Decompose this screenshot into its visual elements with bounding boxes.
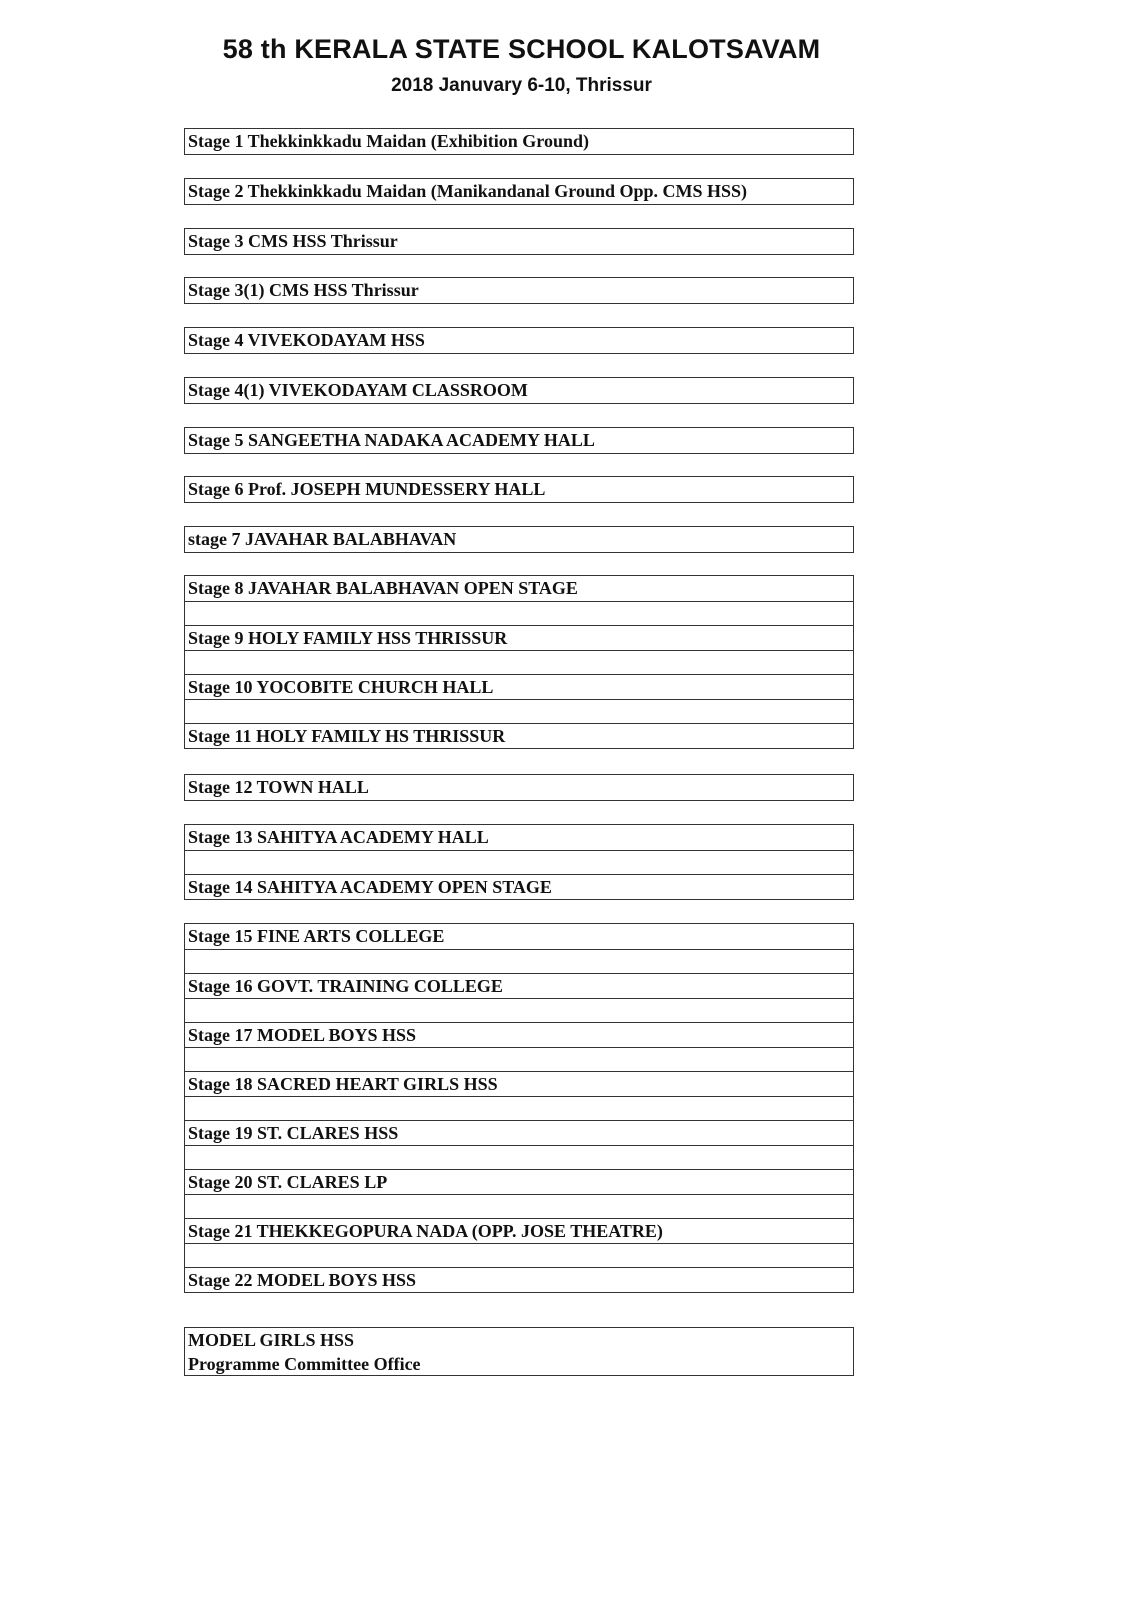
empty-row — [185, 650, 853, 675]
stage-box — [184, 774, 854, 801]
page-title: 58 th KERALA STATE SCHOOL KALOTSAVAM — [222, 34, 821, 64]
stage-group-box — [184, 824, 854, 900]
empty-row — [185, 1194, 853, 1219]
stage-box — [184, 128, 854, 155]
empty-row — [185, 949, 853, 974]
stage-row: Stage 21 THEKKEGOPURA NADA (OPP. JOSE THEATRE) — [185, 1218, 853, 1243]
stage-row: Stage 19 ST. CLARES HSS — [185, 1120, 853, 1145]
empty-row — [185, 1145, 853, 1170]
stage-box — [184, 526, 854, 553]
stage-row: Stage 4(1) VIVEKODAYAM CLASSROOM — [188, 380, 528, 400]
stage-row: Stage 11 HOLY FAMILY HS THRISSUR — [185, 723, 853, 748]
stage-row: Stage 22 MODEL BOYS HSS — [185, 1267, 853, 1292]
stage-row: Stage 12 TOWN HALL — [188, 777, 369, 797]
stage-row: Stage 5 SANGEETHA NADAKA ACADEMY HALL — [188, 430, 595, 450]
stage-box — [184, 178, 854, 205]
stage-row: Stage 1 Thekkinkkadu Maidan (Exhibition Ground) — [188, 131, 589, 151]
stage-row: Stage 18 SACRED HEART GIRLS HSS — [185, 1071, 853, 1096]
stage-box — [184, 476, 854, 503]
stage-row: Stage 8 JAVAHAR BALABHAVAN OPEN STAGE — [188, 578, 578, 598]
empty-row — [185, 1047, 853, 1072]
stage-row: stage 7 JAVAHAR BALABHAVAN — [188, 529, 457, 549]
stage-box — [184, 377, 854, 404]
stage-row: Stage 15 FINE ARTS COLLEGE — [188, 926, 445, 946]
stage-row: Stage 10 YOCOBITE CHURCH HALL — [185, 674, 853, 699]
empty-row — [185, 699, 853, 724]
programme-office-box — [184, 1327, 854, 1376]
office-venue: MODEL GIRLS HSS — [188, 1330, 355, 1350]
stage-row: Stage 4 VIVEKODAYAM HSS — [188, 330, 425, 350]
empty-row — [185, 601, 853, 626]
stage-row: Stage 20 ST. CLARES LP — [185, 1169, 853, 1194]
stage-row: Stage 3(1) CMS HSS Thrissur — [188, 280, 419, 300]
stage-group-box — [184, 575, 854, 749]
stage-row: Stage 17 MODEL BOYS HSS — [185, 1022, 853, 1047]
empty-row — [185, 850, 853, 875]
stage-box — [184, 327, 854, 354]
page-subtitle: 2018 Januvary 6-10, Thrissur — [391, 75, 652, 96]
stage-row: Stage 14 SAHITYA ACADEMY OPEN STAGE — [185, 874, 853, 899]
stage-row: Stage 3 CMS HSS Thrissur — [188, 231, 398, 251]
stage-row: Stage 16 GOVT. TRAINING COLLEGE — [185, 973, 853, 998]
stage-box — [184, 427, 854, 454]
stage-box — [184, 277, 854, 304]
empty-row — [185, 1096, 853, 1121]
stage-group-box — [184, 923, 854, 1293]
empty-row — [185, 998, 853, 1023]
stage-row: Stage 13 SAHITYA ACADEMY HALL — [188, 827, 489, 847]
stage-row: Stage 2 Thekkinkkadu Maidan (Manikandanal Ground Opp. CMS HSS) — [188, 181, 748, 201]
empty-row — [185, 1243, 853, 1268]
stage-row: Stage 6 Prof. JOSEPH MUNDESSERY HALL — [188, 479, 546, 499]
stage-box — [184, 228, 854, 255]
office-label: Programme Committee Office — [188, 1353, 421, 1374]
stage-row: Stage 9 HOLY FAMILY HSS THRISSUR — [185, 625, 853, 650]
